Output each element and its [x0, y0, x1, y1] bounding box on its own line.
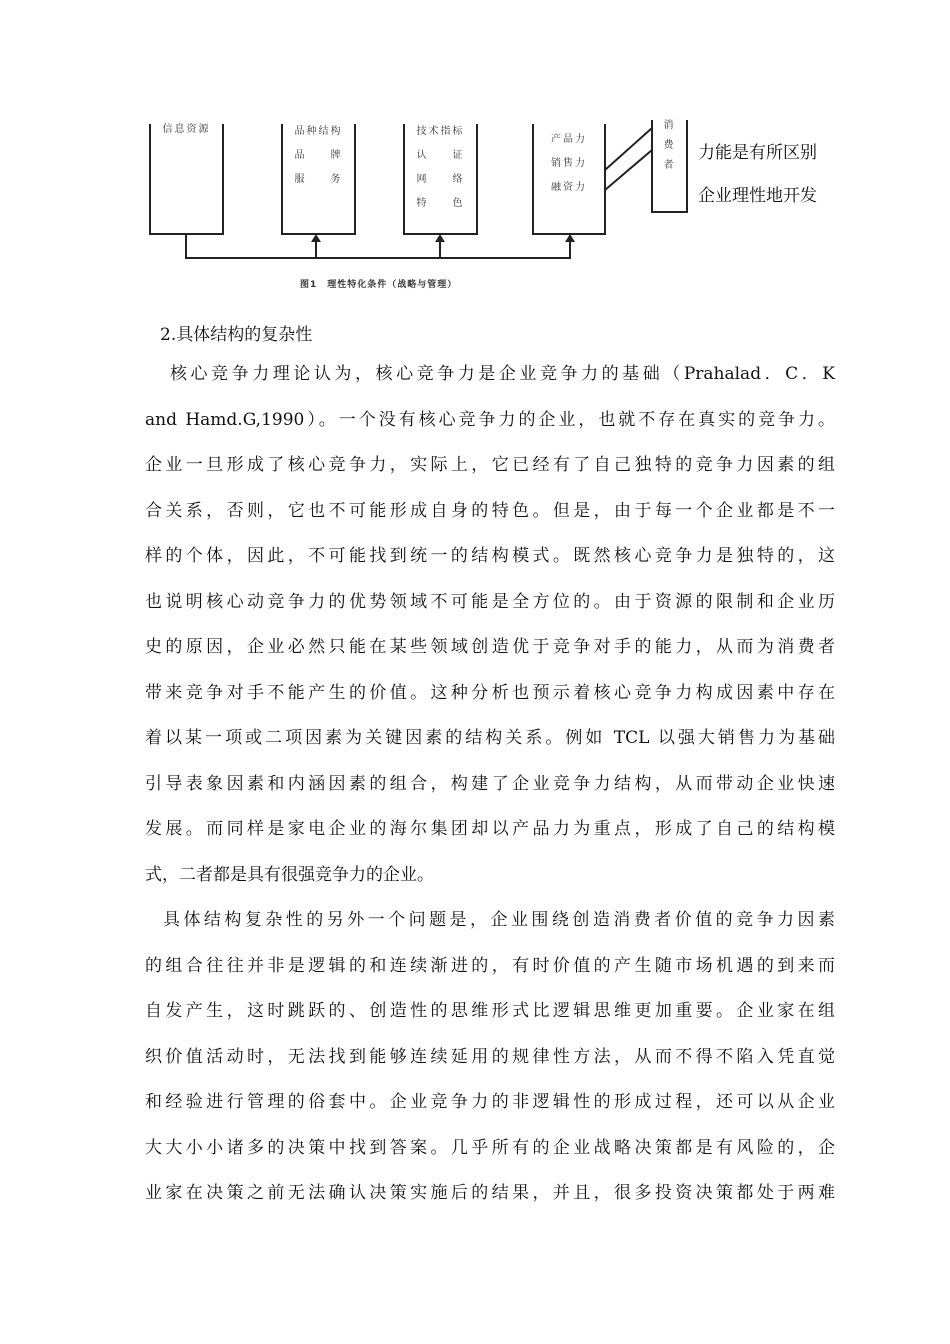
- box-text-line: 品种结构: [294, 126, 343, 137]
- text-line: 引导表象因素和内涵因素的组合，构建了企业竞争力结构，从而带动企业快速: [145, 773, 835, 794]
- text-line: 和经验进行管理的俗套中。企业竞争力的非逻辑性的形成过程，还可以从企业: [145, 1092, 835, 1112]
- box-text-line: 服 务: [294, 174, 343, 185]
- box-text-line: 特 色: [416, 198, 465, 209]
- box-text-line: 产品力: [551, 134, 587, 145]
- box-label-3: [404, 120, 477, 216]
- paragraph-2: [145, 898, 835, 1217]
- box-text-line: 销售力: [551, 158, 587, 169]
- box-text-line: 品 牌: [294, 150, 343, 161]
- text-line: 大大小小诸多的决策中找到答案。几乎所有的企业战略决策都是有风险的，企: [145, 1137, 835, 1158]
- section-heading: 2.具体结构的复杂性: [160, 325, 313, 345]
- box-text-line: 技术指标: [416, 126, 465, 137]
- text-line: 合关系，否则，它也不可能形成自身的特色。但是，由于每一个企业都是不一: [145, 500, 835, 521]
- text-line: 的组合往往并非是逻辑的和连续渐进的，有时价值的产生随市场机遇的到来而: [145, 955, 835, 976]
- figure-caption: 图1 理性特化条件（战略与管理）: [300, 280, 458, 290]
- box-text-line: 者: [663, 160, 676, 171]
- box-text-line: 费: [663, 140, 676, 151]
- figure-diagram: [130, 110, 850, 300]
- text-line: 发展。而同样是家电企业的海尔集团却以产品力为重点，形成了自己的结构模: [145, 819, 835, 839]
- text-line: 自发产生，这时跳跃的、创造性的思维形式比逻辑思维更加重要。企业家在组: [145, 1001, 835, 1021]
- text-line: 带来竞争对手不能产生的价值。这种分析也预示着核心竞争力构成因素中存在: [145, 682, 835, 703]
- box-label-2: [282, 120, 355, 192]
- box-text-line: 信息资源: [162, 124, 211, 135]
- side-text: [698, 132, 817, 218]
- text-line: and Hamd.G,1990）。一个没有核心竞争力的企业，也就不存在真实的竞争力。: [145, 409, 835, 430]
- text-line: 也说明核心动竞争力的优势领域不可能是全方位的。由于资源的限制和企业历: [145, 591, 835, 612]
- side-text-line: 企业理性地开发: [698, 186, 817, 206]
- text-line: 业家在决策之前无法确认决策实施后的结果，并且，很多投资决策都处于两难: [145, 1183, 835, 1203]
- arrow-head: [311, 234, 321, 242]
- text-line: 着以某一项或二项因素为关键因素的结构关系。例如 TCL 以强大销售力为基础: [145, 728, 835, 748]
- connector-line: [605, 150, 652, 190]
- arrow-head: [435, 234, 445, 242]
- text-line: 织价值活动时，无法找到能够连续延用的规律性方法，从而不得不陷入凭直觉: [145, 1046, 835, 1067]
- text-line: 具体结构复杂性的另外一个问题是，企业围绕创造消费者价值的竞争力因素: [163, 910, 835, 930]
- box-label-5: [652, 116, 687, 176]
- feedback-line: [186, 234, 570, 258]
- paragraph-1: [145, 352, 835, 898]
- text-line: 企业一旦形成了核心竞争力，实际上，它已经有了自己独特的竞争力因素的组: [145, 455, 835, 475]
- arrow-head: [565, 234, 575, 242]
- box-text-line: 网 络: [416, 174, 465, 185]
- side-text-line: 力能是有所区别: [698, 143, 817, 163]
- text-line: 式，二者都是具有很强竞争力的企业。: [145, 864, 434, 885]
- connector-line: [605, 128, 652, 170]
- box-text-line: 认 证: [416, 150, 465, 161]
- text-line: 核心竞争力理论认为，核心竞争力是企业竞争力的基础（Prahalad．C．K: [170, 364, 835, 384]
- text-line: 样的个体，因此，不可能找到统一的结构模式。既然核心竞争力是独特的，这: [145, 546, 835, 566]
- box-label-4: [533, 128, 605, 200]
- box-label-1: [150, 118, 223, 142]
- box-text-line: 融资力: [551, 182, 587, 193]
- box-text-line: 消: [663, 120, 676, 131]
- text-line: 史的原因，企业必然只能在某些领域创造优于竞争对手的能力，从而为消费者: [145, 637, 835, 657]
